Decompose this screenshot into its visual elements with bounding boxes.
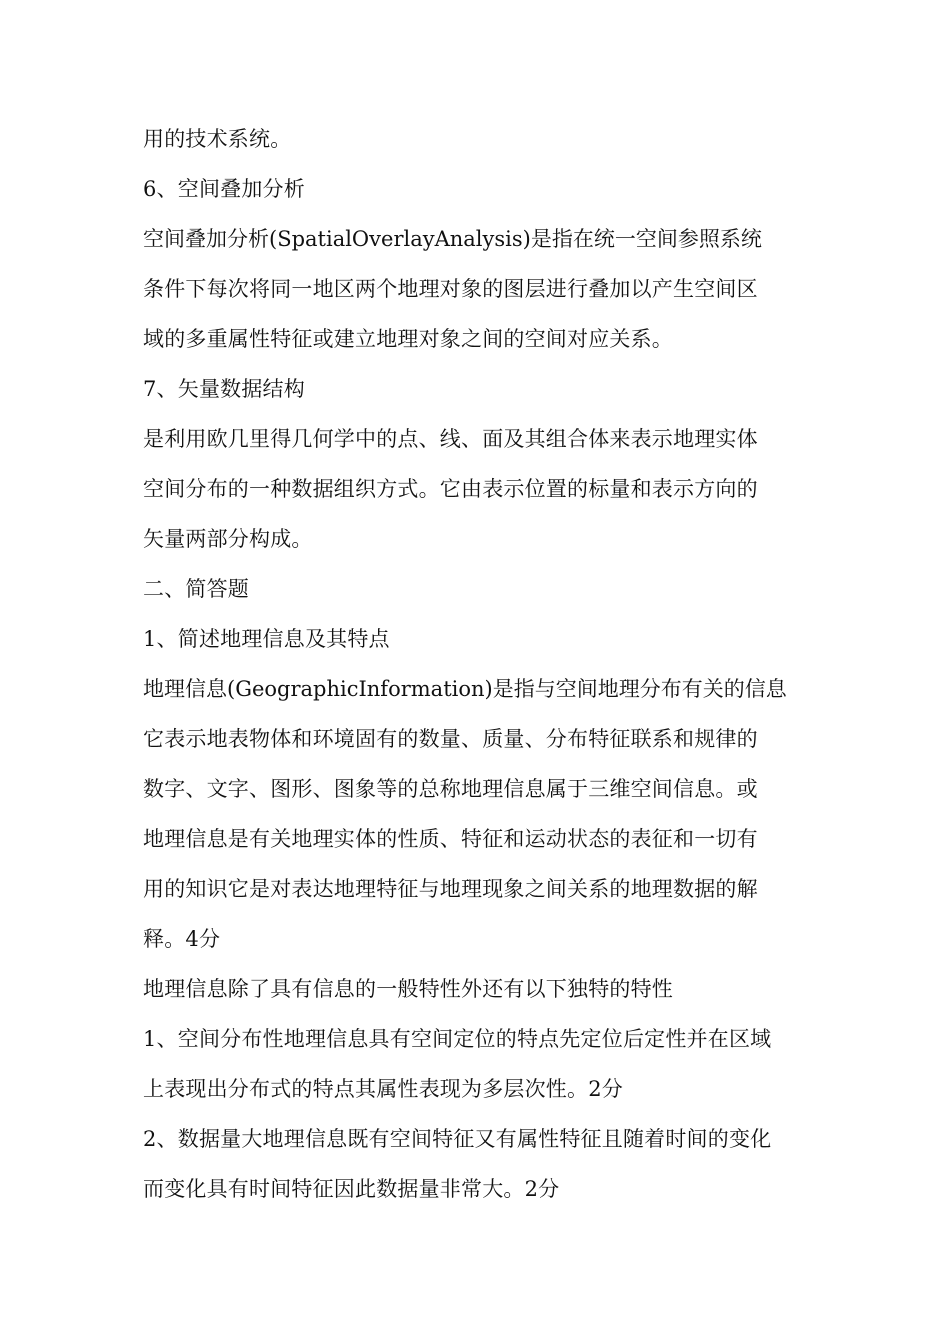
text-line: 条件下每次将同一地区两个地理对象的图层进行叠加以产生空间区 [143,277,758,301]
text-line: 上表现出分布式的特点其属性表现为多层次性。2分 [143,1077,623,1101]
text-line: 2、数据量大地理信息既有空间特征又有属性特征且随着时间的变化 [143,1127,772,1151]
text-line: 空间分布的一种数据组织方式。它由表示位置的标量和表示方向的 [143,477,758,501]
text-line: 它表示地表物体和环境固有的数量、质量、分布特征联系和规律的 [143,727,758,751]
question-heading: 1、简述地理信息及其特点 [143,627,390,651]
text-line: 地理信息是有关地理实体的性质、特征和运动状态的表征和一切有 [143,827,758,851]
text-line: 用的技术系统。 [143,127,292,151]
text-line: 而变化具有时间特征因此数据量非常大。2分 [143,1177,560,1201]
chapter-heading: 二、简答题 [143,577,249,601]
text-line: 空间叠加分析(SpatialOverlayAnalysis)是指在统一空间参照系统 [143,227,762,251]
text-line: 1、空间分布性地理信息具有空间定位的特点先定位后定性并在区域 [143,1027,772,1051]
text-line: 地理信息除了具有信息的一般特性外还有以下独特的特性 [143,977,673,1001]
section-heading: 7、矢量数据结构 [143,377,305,401]
text-line: 释。4分 [143,927,221,951]
text-line: 域的多重属性特征或建立地理对象之间的空间对应关系。 [143,327,673,351]
text-line: 用的知识它是对表达地理特征与地理现象之间关系的地理数据的解 [143,877,758,901]
text-line: 是利用欧几里得几何学中的点、线、面及其组合体来表示地理实体 [143,427,758,451]
text-line: 矢量两部分构成。 [143,527,313,551]
text-line: 数字、文字、图形、图象等的总称地理信息属于三维空间信息。或 [143,777,758,801]
document-body [143,114,823,1214]
section-heading: 6、空间叠加分析 [143,177,305,201]
text-line: 地理信息(GeographicInformation)是指与空间地理分布有关的信息 [143,677,787,701]
